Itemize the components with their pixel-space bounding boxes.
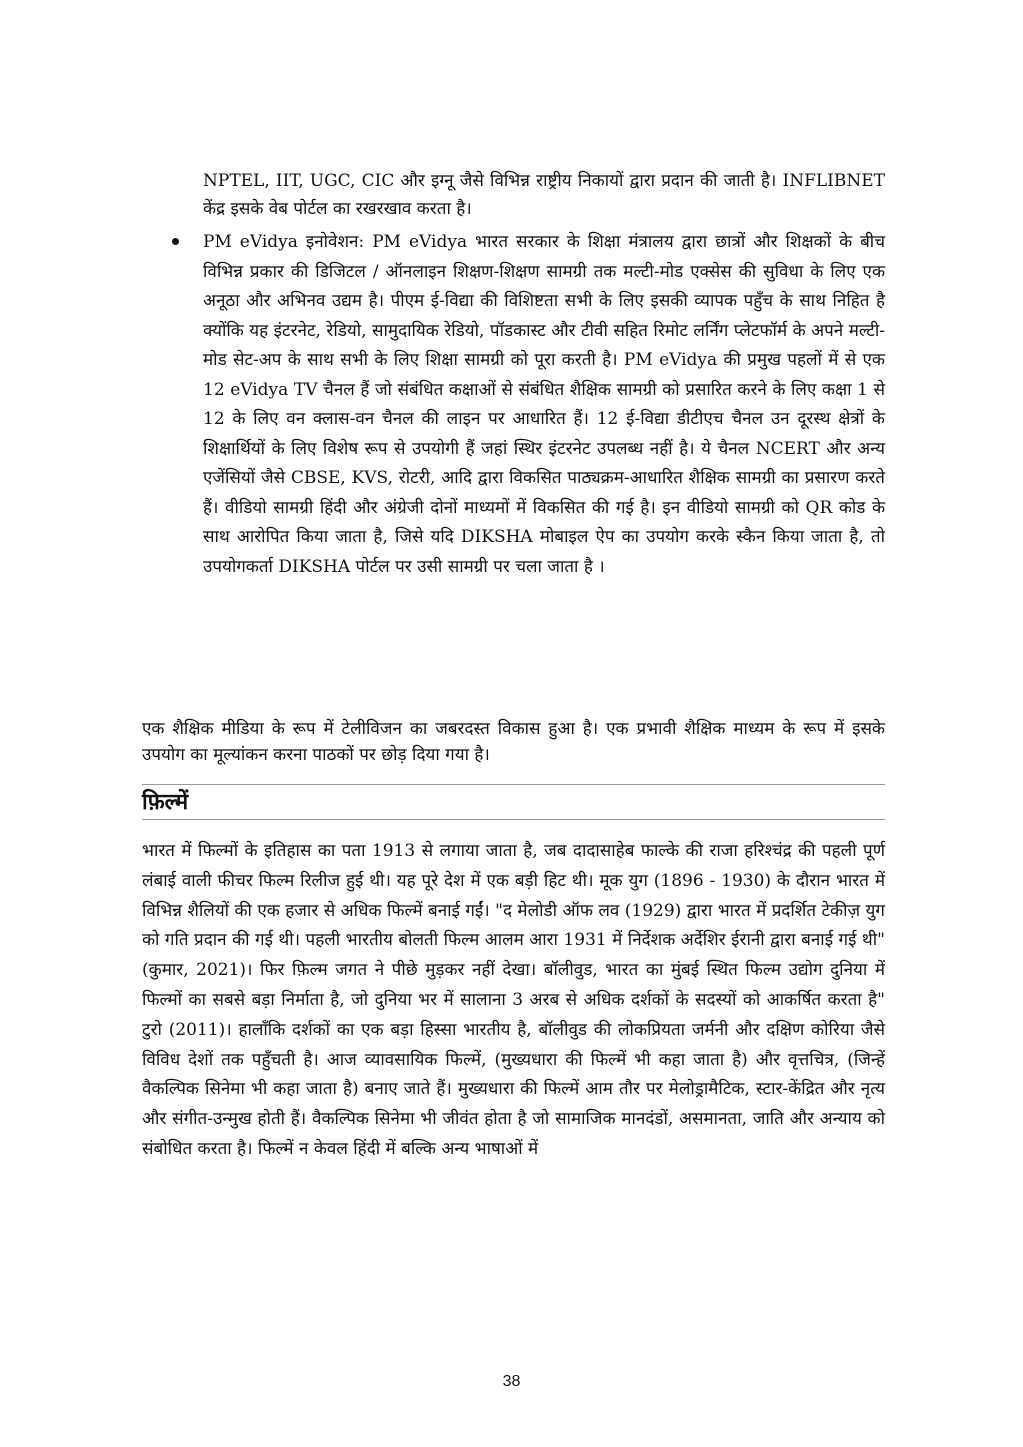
page-number: 38 bbox=[502, 1373, 521, 1390]
paragraph-films: भारत में फिल्मों के इतिहास का पता 1913 से लगाया जाता है, जब दादासाहेब फाल्के की राजा हरिश्चंद्र की पहली पूर्ण लंबाई वाली फीचर फिल्म रिलीज हुई थी। यह पूरे देश में एक बड़ी हिट थी। मूक युग (1896 - 1930) के दौरान भारत में विभिन्न शैलियों की एक हजार से अधिक फिल्में बनाई गईं। "द मेलोडी ऑफ लव (1929) द्वारा भारत में प्रदर्शित टेकीज़ युग को गति प्रदान की गई थी। पहली भारतीय बोलती फिल्म आलम आरा 1931 में निर्देशक अर्देशिर ईरानी द्वारा बनाई गई थी" (कुमार, 2021)। फिर फ़िल्म जगत ने पीछे मुड़कर नहीं देखा। बॉलीवुड, भारत का मुंबई स्थित फिल्म उद्योग दुनिया में फिल्मों का सबसे बड़ा निर्माता है, जो दुनिया भर में सालाना 3 अरब से अधिक दर्शकों के सदस्यों को आकर्षित करता है" टुरो (2011)। हालाँकि दर्शकों का एक बड़ा हिस्सा भारतीय है, बॉलीवुड की लोकप्रियता जर्मनी और दक्षिण कोरिया जैसे विविध देशों तक पहुँचती है। आज व्यावसायिक फिल्में, (मुख्यधारा की फिल्में भी कहा जाता है) और वृत्तचित्र, (जिन्हें वैकल्पिक सिनेमा भी कहा जाता है) बनाए जाते हैं। मुख्यधारा की फिल्में आम तौर पर मेलोड्रामैटिक, स्टार-केंद्रित और नृत्य और संगीत-उन्मुख होती हैं। वैकल्पिक सिनेमा भी जीवंत होता है जो सामाजिक मानदंडों, असमानता, जाति और अन्याय को संबोधित करता है। फिल्में न केवल हिंदी में बल्कि अन्य भाषाओं में bbox=[142, 841, 885, 1159]
section-heading-text: फ़िल्में bbox=[142, 789, 189, 815]
paragraph-television: एक शैक्षिक मीडिया के रूप में टेलीविजन का जबरदस्त विकास हुआ है। एक प्रभावी शैक्षिक माध्यम के रूप में इसके उपयोग का मूल्यांकन करना पाठकों पर छोड़ दिया गया है। bbox=[142, 719, 885, 765]
bullet-body: PM eVidya भारत सरकार के शिक्षा मंत्रालय द्वारा छात्रों और शिक्षकों के बीच विभिन्न प्रकार की डिजिटल / ऑनलाइन शिक्षण-शिक्षण सामग्री तक मल्टी-मोड एक्सेस की सुविधा के लिए एक अनूठा और अभिनव उद्यम है। पीएम ई-विद्या की विशिष्टता सभी के लिए इसकी व्यापक पहुँच के साथ निहित है क्योंकि यह इंटरनेट, रेडियो, सामुदायिक रेडियो, पॉडकास्ट और टीवी सहित रिमोट लर्निंग प्लेटफॉर्म के अपने मल्टी-मोड सेट-अप के साथ सभी के लिए शिक्षा सामग्री को पूरा करती है। PM eVidya की प्रमुख पहलों में से एक 12 eVidya TV चैनल हैं जो संबंधित कक्षाओं से संबंधित शैक्षिक सामग्री को प्रसारित करने के लिए कक्षा 1 से 12 के लिए वन क्लास-वन चैनल की लाइन पर आधारित हैं। 12 ई-विद्या डीटीएच चैनल उन दूरस्थ क्षेत्रों के शिक्षार्थियों के लिए विशेष रूप से उपयोगी हैं जहां स्थिर इंटरनेट उपलब्ध नहीं है। ये चैनल NCERT और अन्य एजेंसियों जैसे CBSE, KVS, रोटरी, आदि द्वारा विकसित पाठ्यक्रम-आधारित शैक्षिक सामग्री का प्रसारण करते हैं। वीडियो सामग्री हिंदी और अंग्रेजी दोनों माध्यमों में विकसित की गई है। इन वीडियो सामग्री को QR कोड के साथ आरोपित किया जाता है, जिसे यदि DIKSHA मोबाइल ऐप का उपयोग करके स्कैन किया जाता है, तो उपयोगकर्ता DIKSHA पोर्टल पर उसी सामग्री पर चला जाता है । bbox=[203, 232, 885, 577]
bullet-title: PM eVidya इनोवेशन: bbox=[203, 232, 365, 252]
section-heading bbox=[142, 784, 885, 820]
bullet-icon bbox=[172, 238, 179, 245]
bullet-item-pm-evidya bbox=[203, 228, 885, 582]
continuation-text: NPTEL, IIT, UGC, CIC और इग्नू जैसे विभिन्न राष्ट्रीय निकायों द्वारा प्रदान की जाती है। INFLIBNET केंद्र इसके वेब पोर्टल का रखरखाव करता है। bbox=[203, 171, 885, 219]
